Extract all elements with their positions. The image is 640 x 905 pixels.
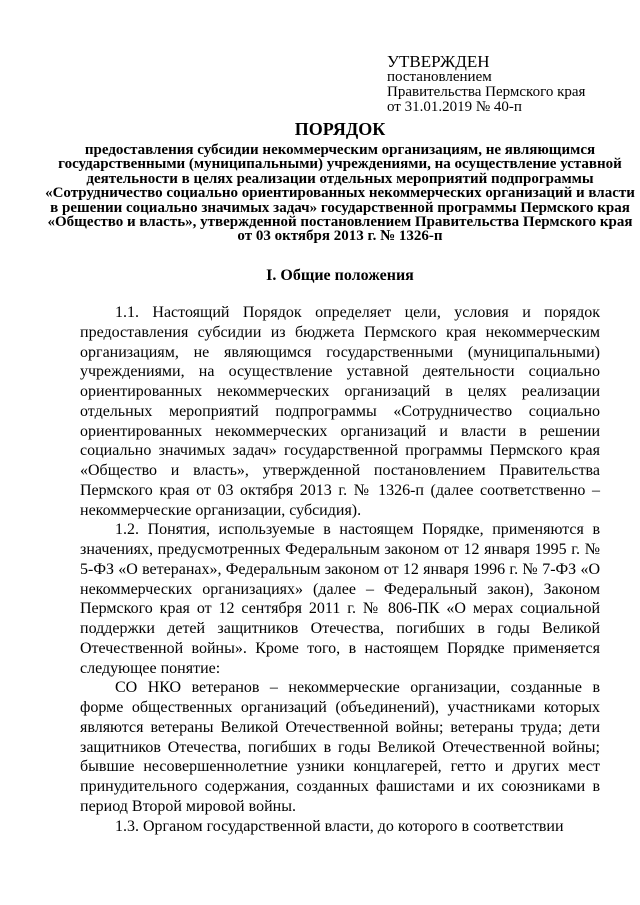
approval-stamp bbox=[387, 54, 627, 115]
approval-line: постановлением bbox=[387, 69, 492, 85]
approval-authority: Правительства Пермского края bbox=[387, 84, 586, 100]
paragraph: 1.1. Настоящий Порядок определяет цели, условия и порядок предоставления субсидии из бюджета Пермского края некоммерческим организациям, не являющимся государственными (муниципальными) учреждениями, на осуществление уставной деятельности социально ориентированных некоммерческих организаций в целях реализации отдельных мероприятий подпрограммы «Сотрудничество социально ориентированных некоммерческих организаций и власти в решении социально значимых задач» государственной программы Пермского края «Общество и власть», утвержденной постановлением Правительства Пермского края от 03 октября 2013 г. № 1326-п (далее соответственно – некоммерческие организации, субсидия). bbox=[80, 304, 600, 519]
document-body bbox=[80, 303, 600, 836]
approval-date: от 31.01.2019 № 40-п bbox=[387, 99, 522, 115]
paragraph: 1.2. Понятия, используемые в настоящем Порядке, применяются в значениях, предусмотренных Федеральным законом от 12 января 1995 г. № 5-ФЗ «О ветеранах», Федеральным законом от 12 января 1996 г. № 7-ФЗ «О некоммерческих организациях» (далее – Федеральный закон), Законом Пермского края от 12 сентября 2011 г. № 806-ПК «О мерах социальной поддержки детей защитников Отечества, погибших в годы Великой Отечественной войны». Кроме того, в настоящем Порядке применяется следующее понятие: bbox=[80, 521, 600, 677]
paragraph: СО НКО ветеранов – некоммерческие организации, созданные в форме общественных организаций (объединений), участниками которых являются ветераны Великой Отечественной войны; ветераны труда; дети защитников Отечества, погибших в годы Великой Отечественной войны; бывшие несовершеннолетние узники концлагерей, гетто и других мест принудительного содержания, созданных фашистами и их союзниками в период Второй мировой войны. bbox=[80, 679, 600, 815]
title-subtitle: предоставления субсидии некоммерческим организациям, не являющимся государственными (муниципальными) учреждениями, на осуществление уставной деятельности в целях реализации отдельных мероприятий подпрограммы «Сотрудничество социально ориентированных некоммерческих организаций и власти в решении социально значимых задач» государственной программы Пермского края «Общество и власть», утвержденной постановлением Правительства Пермского края от 03 октября 2013 г. № 1326-п bbox=[45, 142, 635, 245]
document-title bbox=[40, 118, 640, 244]
approval-heading: УТВЕРЖДЕН bbox=[387, 52, 490, 71]
paragraph: 1.3. Органом государственной власти, до которого в соответствии bbox=[115, 817, 564, 835]
title-heading: ПОРЯДОК bbox=[294, 119, 386, 139]
section-heading: I. Общие положения bbox=[266, 267, 414, 284]
